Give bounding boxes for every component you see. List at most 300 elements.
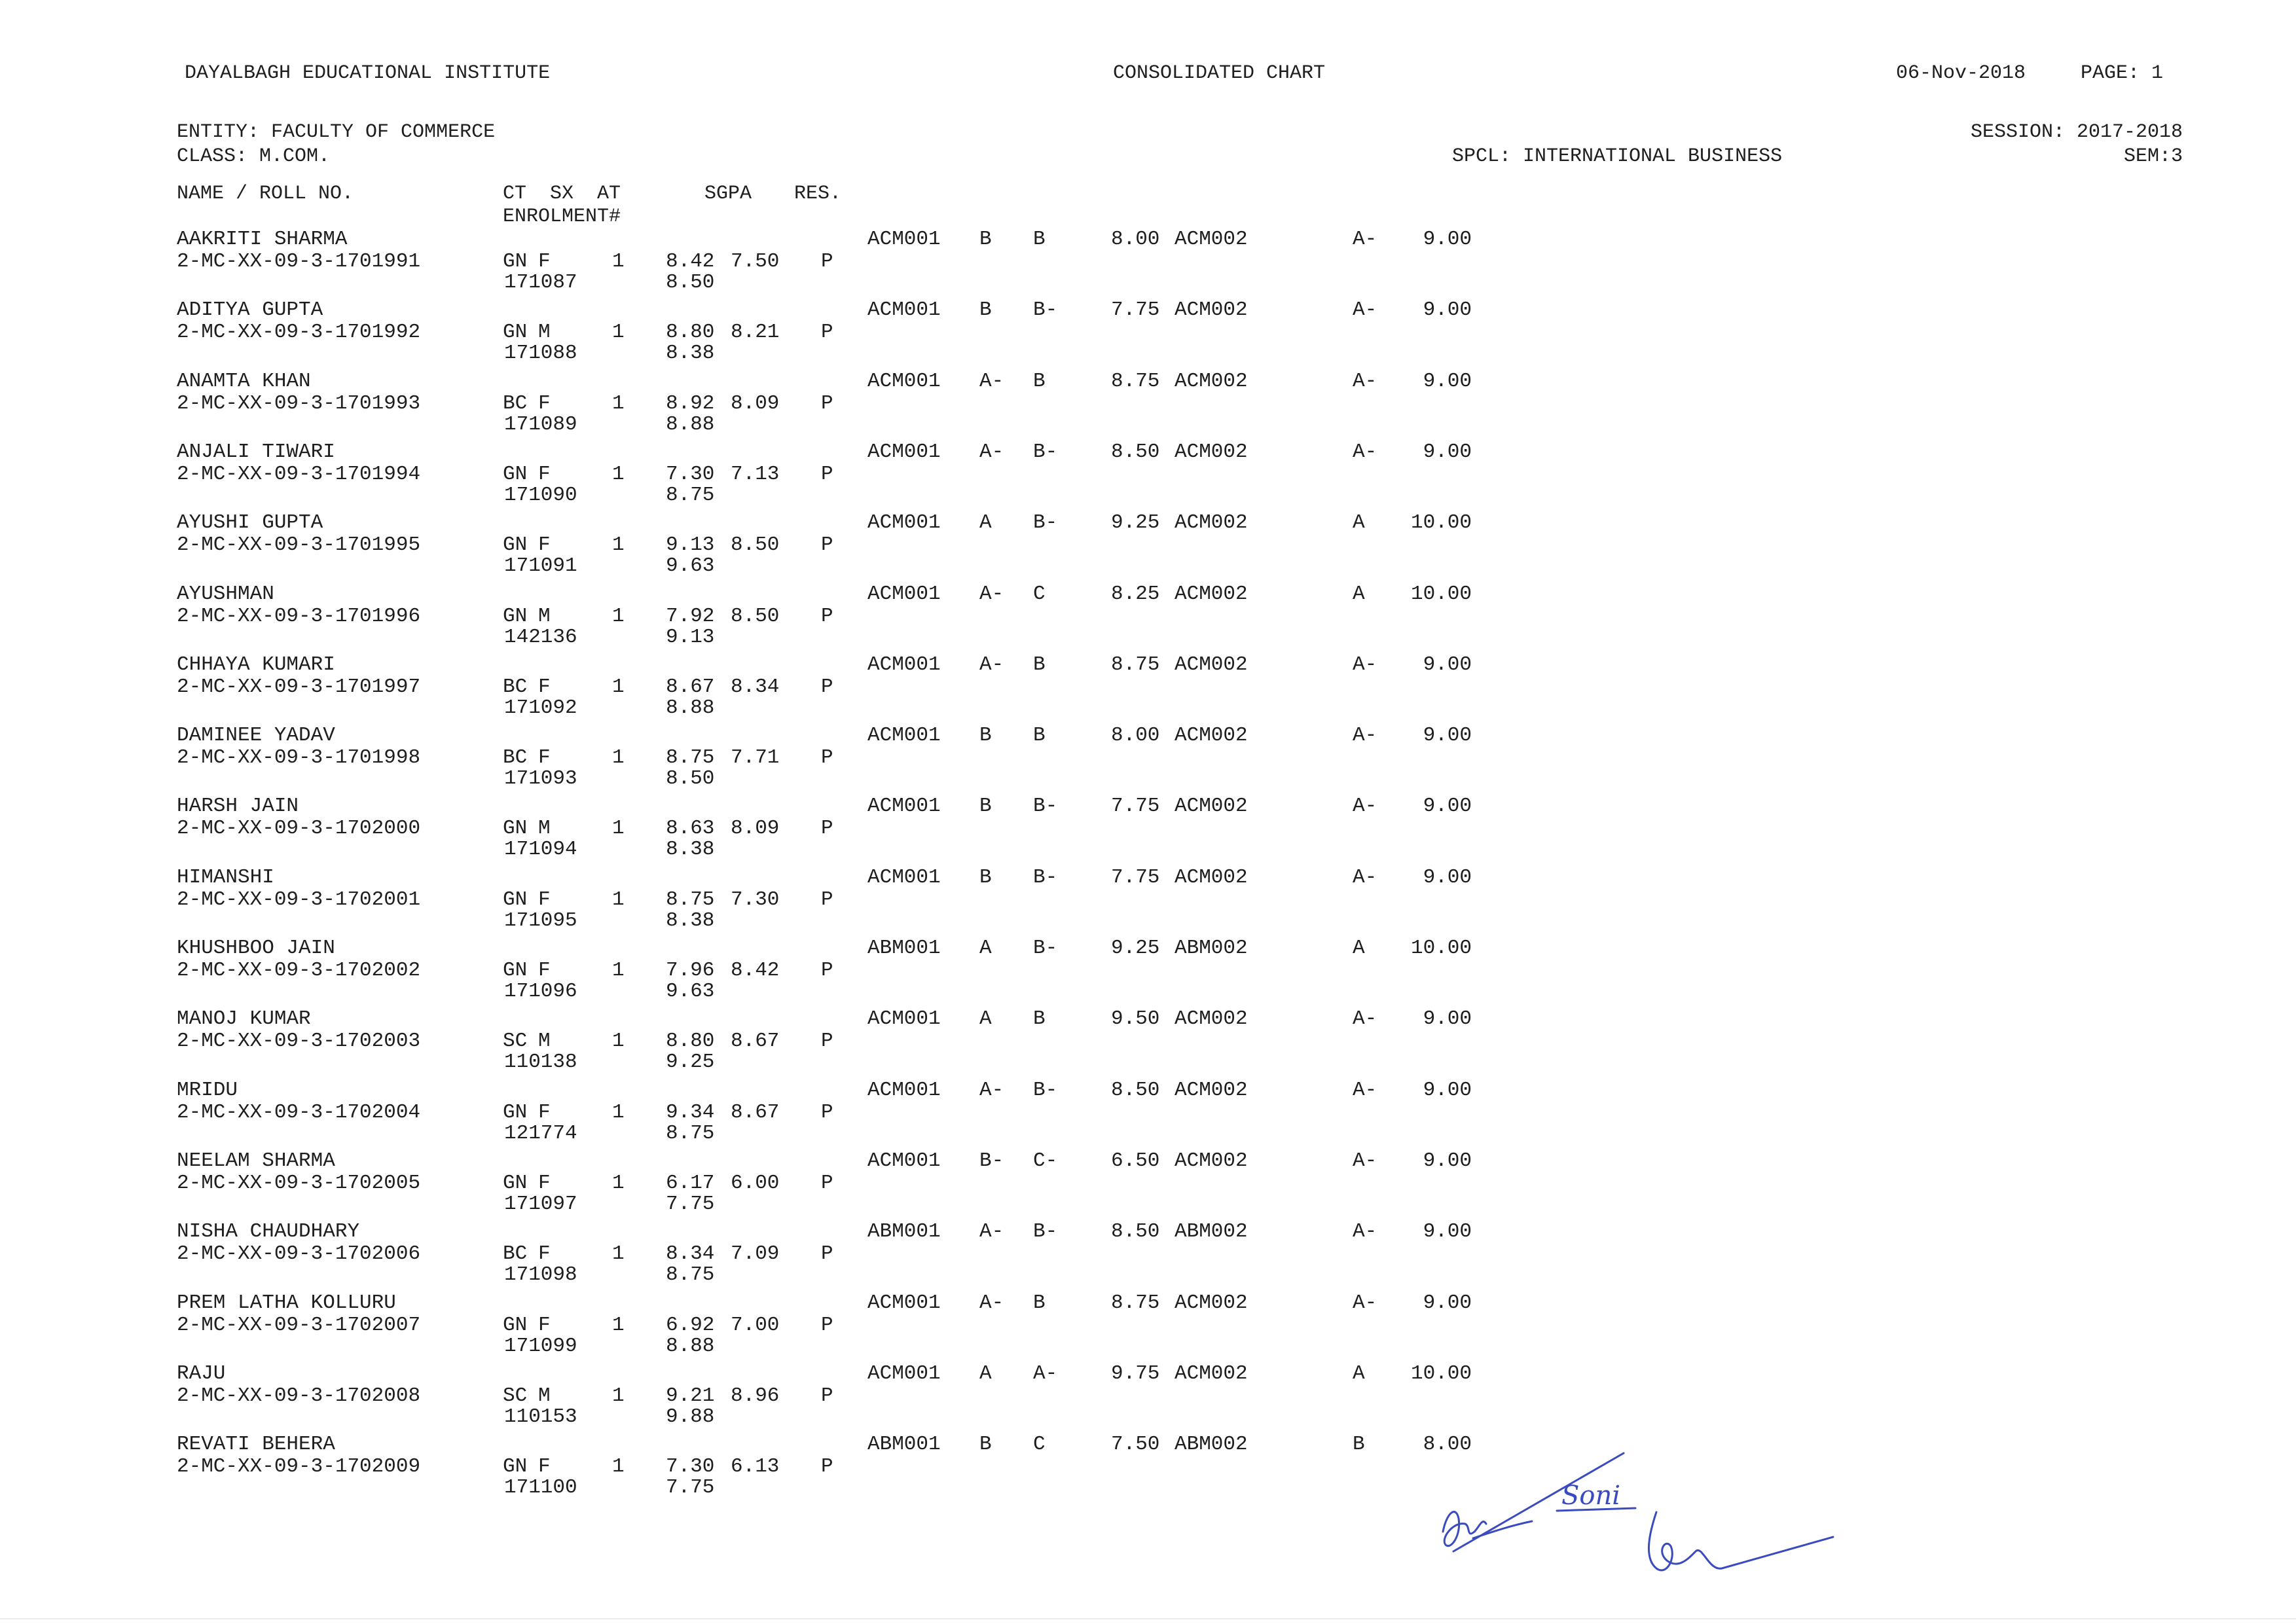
grade-point-1: 8.50	[1111, 440, 1160, 463]
sgpa-1: 7.30	[666, 462, 715, 486]
sex: F	[538, 1313, 551, 1337]
category: GN	[503, 604, 528, 628]
semester-label: SEM:3	[2123, 145, 2183, 168]
grade-point-2: 9.00	[1423, 1149, 1472, 1172]
attempt: 1	[612, 675, 625, 698]
grade-point-1: 9.50	[1111, 1007, 1160, 1031]
roll-number: 2-MC-XX-09-3-1702005	[177, 1171, 421, 1195]
grade-3: A	[1353, 1362, 1365, 1385]
result: P	[821, 888, 833, 911]
enrolment-number: 142136	[504, 625, 577, 649]
attempt: 1	[612, 1455, 625, 1479]
grade-3: A-	[1353, 369, 1377, 393]
category: GN	[503, 1455, 528, 1479]
grade-point-1: 7.75	[1111, 298, 1160, 322]
sgpa-3: 8.38	[666, 909, 715, 932]
col-res: RES.	[794, 183, 842, 205]
course-code-1: ACM001	[867, 1078, 941, 1102]
enrolment-number: 171099	[504, 1334, 577, 1358]
result: P	[821, 817, 833, 840]
course-code-1: ACM001	[867, 369, 941, 393]
grade-point-2: 10.00	[1410, 1362, 1472, 1385]
grade-point-1: 8.00	[1111, 724, 1160, 748]
result: P	[821, 1171, 833, 1195]
roll-number: 2-MC-XX-09-3-1702001	[177, 888, 421, 911]
attempt: 1	[612, 1313, 625, 1337]
sgpa-1: 8.75	[666, 746, 715, 770]
grade-3: A-	[1353, 298, 1377, 322]
course-code-2: ACM002	[1175, 298, 1248, 322]
grade-1: A	[979, 1007, 992, 1031]
course-code-1: ACM001	[867, 865, 941, 889]
grade-3: A-	[1353, 653, 1377, 676]
student-name: AYUSHI GUPTA	[177, 511, 323, 535]
student-name: ANJALI TIWARI	[177, 440, 335, 463]
enrolment-number: 110138	[504, 1051, 577, 1074]
category: GN	[503, 321, 528, 344]
sgpa-2: 7.13	[731, 462, 780, 486]
grade-2: A-	[1033, 1362, 1058, 1385]
sgpa-2: 8.96	[731, 1384, 780, 1407]
sgpa-3: 8.38	[666, 342, 715, 365]
grade-point-1: 7.50	[1111, 1433, 1160, 1456]
student-name: NISHA CHAUDHARY	[177, 1220, 360, 1244]
course-code-1: ACM001	[867, 228, 941, 251]
sgpa-1: 8.80	[666, 321, 715, 344]
sgpa-2: 6.13	[731, 1455, 780, 1479]
grade-3: A	[1353, 582, 1365, 605]
result: P	[821, 959, 833, 982]
student-name: REVATI BEHERA	[177, 1433, 335, 1456]
grade-point-2: 9.00	[1423, 369, 1472, 393]
grade-point-1: 7.75	[1111, 865, 1160, 889]
result: P	[821, 1313, 833, 1337]
grade-3: A-	[1353, 724, 1377, 748]
course-code-1: ACM001	[867, 511, 941, 535]
institute-name: DAYALBAGH EDUCATIONAL INSTITUTE	[185, 62, 551, 84]
attempt: 1	[612, 1100, 625, 1124]
sgpa-1: 9.13	[666, 533, 715, 557]
sgpa-2: 7.30	[731, 888, 780, 911]
sgpa-1: 6.92	[666, 1313, 715, 1337]
grade-1: A-	[979, 369, 1004, 393]
result: P	[821, 462, 833, 486]
grade-point-2: 9.00	[1423, 440, 1472, 463]
grade-point-2: 9.00	[1423, 1007, 1472, 1031]
grade-point-1: 8.50	[1111, 1078, 1160, 1102]
course-code-2: ACM002	[1175, 1362, 1248, 1385]
enrolment-number: 121774	[504, 1121, 577, 1145]
grade-2: B	[1033, 228, 1046, 251]
sex: F	[538, 1171, 551, 1195]
grade-2: C	[1033, 582, 1046, 605]
grade-2: B	[1033, 724, 1046, 748]
grade-2: B-	[1033, 298, 1058, 322]
student-name: CHHAYA KUMARI	[177, 653, 335, 676]
result: P	[821, 1030, 833, 1053]
course-code-1: ABM001	[867, 1220, 941, 1244]
category: BC	[503, 746, 528, 770]
result: P	[821, 533, 833, 557]
sgpa-3: 8.50	[666, 767, 715, 791]
grade-3: A-	[1353, 1220, 1377, 1244]
sex: F	[538, 746, 551, 770]
grade-point-1: 9.25	[1111, 511, 1160, 535]
sgpa-3: 8.75	[666, 1263, 715, 1287]
student-name: MANOJ KUMAR	[177, 1007, 311, 1031]
student-name: PREM LATHA KOLLURU	[177, 1291, 396, 1314]
category: BC	[503, 391, 528, 415]
course-code-2: ACM002	[1175, 1007, 1248, 1031]
result: P	[821, 675, 833, 698]
grade-2: B-	[1033, 795, 1058, 818]
sgpa-1: 8.42	[666, 250, 715, 273]
sgpa-2: 7.09	[731, 1242, 780, 1266]
grade-point-1: 8.00	[1111, 228, 1160, 251]
enrolment-number: 171088	[504, 342, 577, 365]
enrolment-number: 171096	[504, 980, 577, 1003]
course-code-2: ACM002	[1175, 795, 1248, 818]
sgpa-1: 7.30	[666, 1455, 715, 1479]
sgpa-2: 8.67	[731, 1100, 780, 1124]
grade-point-1: 8.75	[1111, 653, 1160, 676]
student-name: ADITYA GUPTA	[177, 298, 323, 322]
grade-point-2: 10.00	[1410, 937, 1472, 960]
report-date: 06-Nov-2018	[1896, 62, 2026, 84]
category: GN	[503, 533, 528, 557]
roll-number: 2-MC-XX-09-3-1701996	[177, 604, 421, 628]
category: GN	[503, 1171, 528, 1195]
enrolment-number: 171087	[504, 271, 577, 294]
course-code-2: ACM002	[1175, 228, 1248, 251]
grade-1: A	[979, 937, 992, 960]
roll-number: 2-MC-XX-09-3-1701997	[177, 675, 421, 698]
sgpa-2: 8.09	[731, 391, 780, 415]
roll-number: 2-MC-XX-09-3-1702000	[177, 817, 421, 840]
attempt: 1	[612, 321, 625, 344]
grade-1: A-	[979, 653, 1004, 676]
grade-point-1: 8.50	[1111, 1220, 1160, 1244]
result: P	[821, 391, 833, 415]
roll-number: 2-MC-XX-09-3-1701993	[177, 391, 421, 415]
entity-label: ENTITY: FACULTY OF COMMERCE	[177, 121, 496, 143]
grade-3: A	[1353, 511, 1365, 535]
sgpa-3: 8.38	[666, 838, 715, 861]
course-code-2: ACM002	[1175, 369, 1248, 393]
grade-point-2: 9.00	[1423, 1078, 1472, 1102]
grade-1: A-	[979, 1291, 1004, 1314]
enrolment-number: 171094	[504, 838, 577, 861]
grade-point-2: 9.00	[1423, 1291, 1472, 1314]
specialization-label: SPCL: INTERNATIONAL BUSINESS	[1452, 145, 1783, 168]
sgpa-3: 8.75	[666, 1121, 715, 1145]
attempt: 1	[612, 746, 625, 770]
sgpa-2: 8.21	[731, 321, 780, 344]
roll-number: 2-MC-XX-09-3-1702009	[177, 1455, 421, 1479]
category: GN	[503, 817, 528, 840]
course-code-1: ACM001	[867, 1149, 941, 1172]
grade-point-2: 9.00	[1423, 724, 1472, 748]
course-code-1: ACM001	[867, 440, 941, 463]
sex: F	[538, 462, 551, 486]
course-code-2: ACM002	[1175, 511, 1248, 535]
course-code-2: ACM002	[1175, 1291, 1248, 1314]
category: GN	[503, 1313, 528, 1337]
grade-point-2: 9.00	[1423, 653, 1472, 676]
category: GN	[503, 250, 528, 273]
roll-number: 2-MC-XX-09-3-1702006	[177, 1242, 421, 1266]
signature-mark	[1427, 1440, 1846, 1591]
col-ct-sx-at: CT SX AT	[503, 183, 621, 205]
sgpa-3: 9.13	[666, 625, 715, 649]
grade-3: A-	[1353, 1149, 1377, 1172]
grade-1: B	[979, 228, 992, 251]
sex: F	[538, 1455, 551, 1479]
sex: F	[538, 391, 551, 415]
sex: F	[538, 888, 551, 911]
category: BC	[503, 1242, 528, 1266]
grade-point-2: 9.00	[1423, 1220, 1472, 1244]
course-code-2: ABM002	[1175, 1220, 1248, 1244]
category: GN	[503, 888, 528, 911]
grade-2: B-	[1033, 440, 1058, 463]
grade-2: B-	[1033, 937, 1058, 960]
attempt: 1	[612, 250, 625, 273]
student-name: RAJU	[177, 1362, 226, 1385]
attempt: 1	[612, 1242, 625, 1266]
sgpa-3: 8.88	[666, 412, 715, 436]
chart-title: CONSOLIDATED CHART	[1113, 62, 1326, 84]
sgpa-1: 8.63	[666, 817, 715, 840]
student-name: AYUSHMAN	[177, 582, 274, 605]
sex: F	[538, 675, 551, 698]
course-code-1: ABM001	[867, 1433, 941, 1456]
sex: F	[538, 959, 551, 982]
roll-number: 2-MC-XX-09-3-1701994	[177, 462, 421, 486]
grade-1: A-	[979, 1220, 1004, 1244]
roll-number: 2-MC-XX-09-3-1702003	[177, 1030, 421, 1053]
course-code-2: ACM002	[1175, 440, 1248, 463]
grade-point-1: 8.75	[1111, 1291, 1160, 1314]
roll-number: 2-MC-XX-09-3-1702007	[177, 1313, 421, 1337]
roll-number: 2-MC-XX-09-3-1701998	[177, 746, 421, 770]
student-name: DAMINEE YADAV	[177, 724, 335, 748]
course-code-2: ACM002	[1175, 582, 1248, 605]
session-label: SESSION: 2017-2018	[1970, 121, 2183, 143]
grade-3: A-	[1353, 1291, 1377, 1314]
grade-point-1: 9.75	[1111, 1362, 1160, 1385]
course-code-2: ACM002	[1175, 653, 1248, 676]
grade-1: B-	[979, 1149, 1004, 1172]
sex: M	[538, 321, 551, 344]
sex: M	[538, 604, 551, 628]
sgpa-3: 8.88	[666, 696, 715, 719]
grade-2: B	[1033, 1007, 1046, 1031]
result: P	[821, 1384, 833, 1407]
attempt: 1	[612, 888, 625, 911]
grade-2: B-	[1033, 1078, 1058, 1102]
grade-3: A-	[1353, 795, 1377, 818]
student-name: NEELAM SHARMA	[177, 1149, 335, 1172]
sgpa-2: 8.09	[731, 817, 780, 840]
grade-1: B	[979, 865, 992, 889]
course-code-1: ACM001	[867, 1362, 941, 1385]
grade-1: B	[979, 1433, 992, 1456]
category: SC	[503, 1384, 528, 1407]
sex: M	[538, 817, 551, 840]
course-code-2: ABM002	[1175, 937, 1248, 960]
course-code-1: ACM001	[867, 724, 941, 748]
attempt: 1	[612, 533, 625, 557]
page-bottom-edge	[0, 1618, 2296, 1619]
sgpa-1: 8.75	[666, 888, 715, 911]
student-name: KHUSHBOO JAIN	[177, 937, 335, 960]
grade-3: A-	[1353, 440, 1377, 463]
course-code-2: ACM002	[1175, 865, 1248, 889]
enrolment-number: 171091	[504, 554, 577, 578]
course-code-1: ACM001	[867, 1291, 941, 1314]
sex: F	[538, 1100, 551, 1124]
sex: M	[538, 1384, 551, 1407]
category: GN	[503, 959, 528, 982]
grade-point-1: 8.75	[1111, 369, 1160, 393]
student-name: HIMANSHI	[177, 865, 274, 889]
result: P	[821, 250, 833, 273]
grade-point-2: 9.00	[1423, 228, 1472, 251]
enrolment-number: 171090	[504, 483, 577, 507]
sgpa-1: 6.17	[666, 1171, 715, 1195]
col-name-roll: NAME / ROLL NO.	[177, 183, 354, 205]
course-code-2: ACM002	[1175, 1149, 1248, 1172]
result: P	[821, 604, 833, 628]
sgpa-3: 9.88	[666, 1405, 715, 1428]
student-name: AAKRITI SHARMA	[177, 228, 348, 251]
sgpa-3: 8.75	[666, 483, 715, 507]
sgpa-1: 8.80	[666, 1030, 715, 1053]
sgpa-2: 7.00	[731, 1313, 780, 1337]
attempt: 1	[612, 1384, 625, 1407]
enrolment-number: 171098	[504, 1263, 577, 1287]
course-code-2: ABM002	[1175, 1433, 1248, 1456]
grade-1: A	[979, 1362, 992, 1385]
course-code-2: ACM002	[1175, 724, 1248, 748]
sex: M	[538, 1030, 551, 1053]
student-name: ANAMTA KHAN	[177, 369, 311, 393]
sgpa-1: 8.34	[666, 1242, 715, 1266]
grade-point-1: 7.75	[1111, 795, 1160, 818]
category: BC	[503, 675, 528, 698]
grade-point-2: 9.00	[1423, 298, 1472, 322]
grade-point-2: 9.00	[1423, 865, 1472, 889]
attempt: 1	[612, 817, 625, 840]
roll-number: 2-MC-XX-09-3-1702004	[177, 1100, 421, 1124]
sgpa-3: 7.75	[666, 1192, 715, 1216]
grade-2: B-	[1033, 1220, 1058, 1244]
enrolment-number: 171095	[504, 909, 577, 932]
roll-number: 2-MC-XX-09-3-1701995	[177, 533, 421, 557]
grade-2: B	[1033, 1291, 1046, 1314]
sgpa-2: 8.50	[731, 604, 780, 628]
result: P	[821, 1455, 833, 1479]
sgpa-3: 9.63	[666, 980, 715, 1003]
sgpa-3: 9.25	[666, 1051, 715, 1074]
class-label: CLASS: M.COM.	[177, 145, 331, 168]
roll-number: 2-MC-XX-09-3-1702008	[177, 1384, 421, 1407]
col-enrolment: ENROLMENT#	[503, 206, 621, 228]
grade-1: B	[979, 795, 992, 818]
course-code-1: ACM001	[867, 795, 941, 818]
page-number: PAGE: 1	[2081, 62, 2164, 84]
grade-point-2: 10.00	[1410, 582, 1472, 605]
sgpa-3: 8.50	[666, 271, 715, 294]
grade-point-1: 8.25	[1111, 582, 1160, 605]
attempt: 1	[612, 391, 625, 415]
sgpa-1: 8.67	[666, 675, 715, 698]
enrolment-number: 110153	[504, 1405, 577, 1428]
course-code-1: ACM001	[867, 298, 941, 322]
grade-3: A-	[1353, 1007, 1377, 1031]
result: P	[821, 1242, 833, 1266]
roll-number: 2-MC-XX-09-3-1701991	[177, 250, 421, 273]
grade-point-1: 6.50	[1111, 1149, 1160, 1172]
grade-3: A-	[1353, 228, 1377, 251]
grade-point-2: 10.00	[1410, 511, 1472, 535]
sgpa-2: 8.50	[731, 533, 780, 557]
sex: F	[538, 533, 551, 557]
sgpa-1: 9.34	[666, 1100, 715, 1124]
sgpa-1: 8.92	[666, 391, 715, 415]
course-code-2: ACM002	[1175, 1078, 1248, 1102]
attempt: 1	[612, 1171, 625, 1195]
grade-point-2: 8.00	[1423, 1433, 1472, 1456]
sgpa-1: 9.21	[666, 1384, 715, 1407]
sgpa-2: 8.34	[731, 675, 780, 698]
sex: F	[538, 250, 551, 273]
sgpa-1: 7.92	[666, 604, 715, 628]
sgpa-2: 6.00	[731, 1171, 780, 1195]
grade-2: C-	[1033, 1149, 1058, 1172]
result: P	[821, 1100, 833, 1124]
attempt: 1	[612, 462, 625, 486]
enrolment-number: 171097	[504, 1192, 577, 1216]
sgpa-2: 8.42	[731, 959, 780, 982]
signature-text: Soni	[1561, 1481, 1621, 1511]
grade-point-1: 9.25	[1111, 937, 1160, 960]
grade-2: B-	[1033, 511, 1058, 535]
sgpa-2: 8.67	[731, 1030, 780, 1053]
course-code-1: ACM001	[867, 1007, 941, 1031]
attempt: 1	[612, 1030, 625, 1053]
grade-1: A-	[979, 1078, 1004, 1102]
category: GN	[503, 1100, 528, 1124]
sgpa-3: 9.63	[666, 554, 715, 578]
enrolment-number: 171089	[504, 412, 577, 436]
grade-1: A-	[979, 440, 1004, 463]
grade-1: B	[979, 724, 992, 748]
grade-2: B	[1033, 653, 1046, 676]
course-code-1: ABM001	[867, 937, 941, 960]
enrolment-number: 171092	[504, 696, 577, 719]
category: SC	[503, 1030, 528, 1053]
enrolment-number: 171093	[504, 767, 577, 791]
course-code-1: ACM001	[867, 582, 941, 605]
grade-3: B	[1353, 1433, 1365, 1456]
category: GN	[503, 462, 528, 486]
sex: F	[538, 1242, 551, 1266]
grade-point-2: 9.00	[1423, 795, 1472, 818]
grade-1: B	[979, 298, 992, 322]
grade-3: A-	[1353, 1078, 1377, 1102]
